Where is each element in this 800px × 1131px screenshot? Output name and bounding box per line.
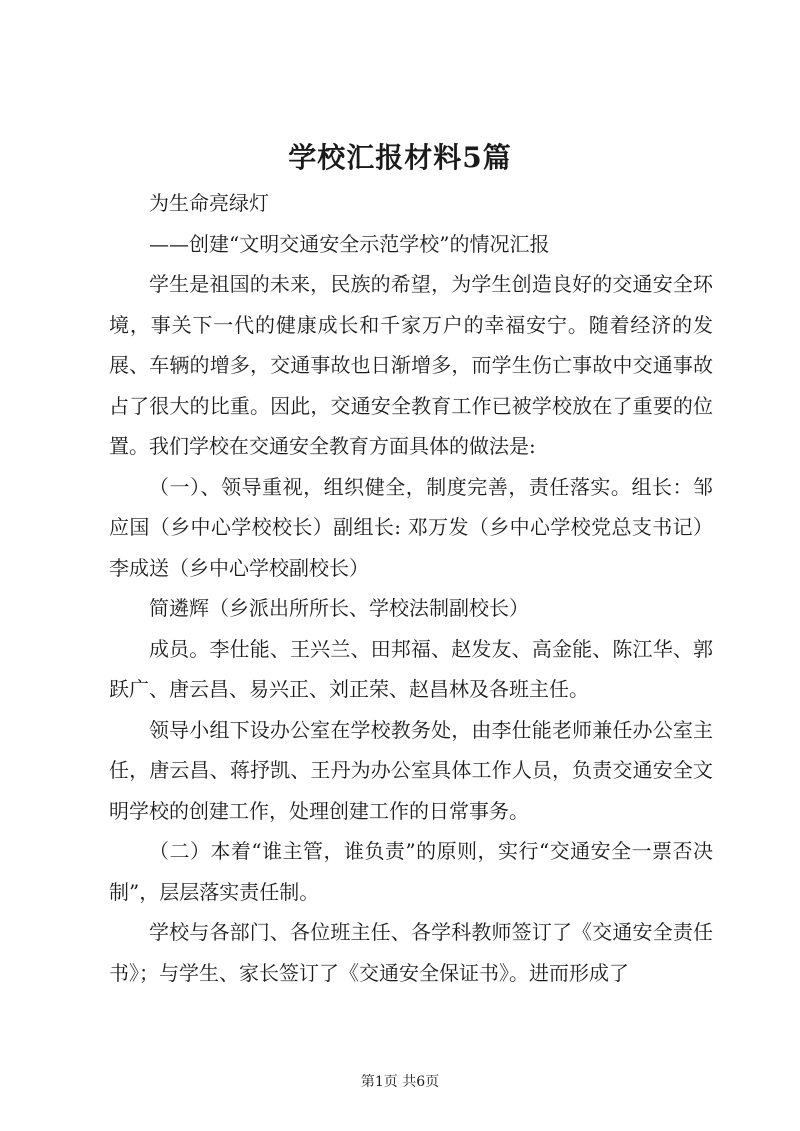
page-footer: 第1页 共6页 <box>360 1074 440 1090</box>
paragraph-section-two: （二）本着“谁主管，谁负责”的原则，实行“交通安全一票否决制”，层层落实责任制。 <box>109 839 713 904</box>
document-title: 学校汇报材料5篇 <box>288 141 512 174</box>
paragraph-section-one: （一）、领导重视，组织健全，制度完善，责任落实。组长：邹应国（乡中心学校校长）副组长: 邓万发（乡中心学校党总支书记）李成送（乡中心学校副校长） <box>109 474 713 580</box>
paragraph-agreements: 学校与各部门、各位班主任、各学科教师签订了《交通安全责任书》；与学生、家长签订了《交通安全保证书》。进而形成了 <box>109 920 713 985</box>
paragraph-deputy: 简遴辉（乡派出所所长、学校法制副校长） <box>149 596 529 620</box>
paragraph-heading: 为生命亮绿灯 <box>149 191 269 215</box>
document-body <box>109 183 713 993</box>
paragraph-intro: 学生是祖国的未来，民族的希望，为学生创造良好的交通安全环境，事关下一代的健康成长和千家万户的幸福安宁。随着经济的发展、车辆的增多，交通事故也日渐增多，而学生伤亡事故中交通事故占了很大的比重。因此，交通安全教育工作已被学校放在了重要的位置。我们学校在交通安全教育方面具体的做法是: <box>109 272 713 458</box>
paragraph-subheading: ——创建“文明交通安全示范学校”的情况汇报 <box>149 231 550 256</box>
paragraph-members: 成员。李仕能、王兴兰、田邦福、赵发友、高金能、陈江华、郭跃广、唐云昌、易兴正、刘正荣、赵昌林及各班主任。 <box>109 636 713 701</box>
paragraph-office: 领导小组下设办公室在学校教务处，由李仕能老师兼任办公室主任，唐云昌、蒋抒凯、王丹为办公室具体工作人员，负责交通安全文明学校的创建工作，处理创建工作的日常事务。 <box>109 717 713 823</box>
